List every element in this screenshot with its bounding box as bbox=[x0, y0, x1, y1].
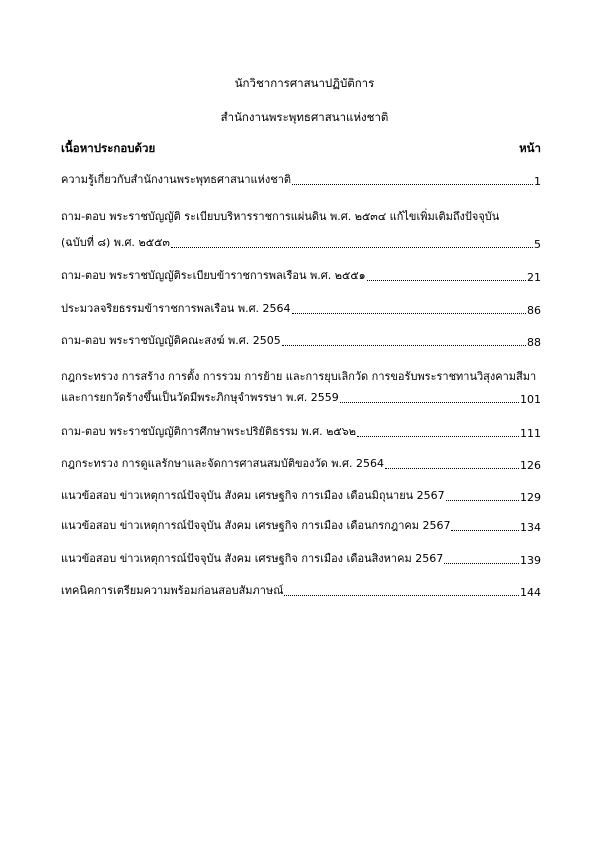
toc-entry-page: 1 bbox=[534, 175, 541, 188]
toc-entry-title: ความรู้เกี่ยวกับสำนักงานพระพุทธศาสนาแห่งชาติ bbox=[61, 173, 292, 186]
document-subtitle: สำนักงานพระพุทธศาสนาแห่งชาติ bbox=[220, 110, 389, 124]
toc-entry-title: แนวข้อสอบ ข่าวเหตุการณ์ปัจจุบัน สังคม เศรษฐกิจ การเมือง เดือนกรกฎาคม 2567 bbox=[61, 519, 451, 532]
dot-leader bbox=[451, 530, 519, 531]
toc-entry-title: ถาม-ตอบ พระราชบัญญัติการศึกษาพระปริยัติธรรม พ.ศ. ๒๕๖๒ bbox=[61, 425, 356, 438]
dot-leader bbox=[171, 247, 533, 248]
toc-entry-page: 86 bbox=[527, 304, 541, 317]
toc-entry-title: ถาม-ตอบ พระราชบัญญัติคณะสงฆ์ พ.ศ. 2505 bbox=[61, 334, 281, 347]
toc-entry bbox=[61, 172, 541, 188]
dot-leader bbox=[292, 313, 526, 314]
toc-entry bbox=[61, 518, 541, 534]
document-title: นักวิชาการศาสนาปฏิบัติการ bbox=[234, 76, 375, 90]
toc-entry-page: 129 bbox=[520, 491, 541, 504]
toc-entry bbox=[61, 390, 541, 406]
dot-leader bbox=[357, 436, 519, 437]
toc-entry-page: 101 bbox=[520, 393, 541, 406]
page-column-label: หน้า bbox=[519, 141, 541, 155]
contents-label: เนื้อหาประกอบด้วย bbox=[61, 141, 156, 155]
toc-entry-page: 5 bbox=[534, 238, 541, 251]
toc-entry-title: ถาม-ตอบ พระราชบัญญัติระเบียบข้าราชการพลเรือน พ.ศ. ๒๕๕๑ bbox=[61, 269, 366, 282]
toc-entry-title: (ฉบับที่ ๘) พ.ศ. ๒๕๕๓ bbox=[61, 236, 170, 249]
toc-entry-title-line1: กฎกระทรวง การสร้าง การตั้ง การรวม การย้าย และการยุบเลิกวัด การขอรับพระราชทานวิสุงคามสีมา bbox=[61, 370, 537, 383]
dot-leader bbox=[446, 500, 519, 501]
toc-entry-page: 88 bbox=[527, 336, 541, 349]
toc-entry-page: 21 bbox=[527, 271, 541, 284]
dot-leader bbox=[367, 280, 526, 281]
toc-entry-title: แนวข้อสอบ ข่าวเหตุการณ์ปัจจุบัน สังคม เศรษฐกิจ การเมือง เดือนสิงหาคม 2567 bbox=[61, 552, 444, 565]
toc-entry-page: 139 bbox=[520, 554, 541, 567]
dot-leader bbox=[292, 184, 533, 185]
toc-entry-page: 134 bbox=[520, 521, 541, 534]
dot-leader bbox=[340, 402, 519, 403]
toc-entry-title: และการยกวัดร้างขึ้นเป็นวัดมีพระภิกษุจำพรรษา พ.ศ. 2559 bbox=[61, 391, 339, 404]
toc-entry bbox=[61, 551, 541, 567]
toc-entry bbox=[61, 333, 541, 349]
toc-entry bbox=[61, 488, 541, 504]
toc-entry-page: 144 bbox=[520, 586, 541, 599]
toc-entry bbox=[61, 268, 541, 284]
toc-entry-title: ประมวลจริยธรรมข้าราชการพลเรือน พ.ศ. 2564 bbox=[61, 302, 291, 315]
toc-entry-title: แนวข้อสอบ ข่าวเหตุการณ์ปัจจุบัน สังคม เศรษฐกิจ การเมือง เดือนมิถุนายน 2567 bbox=[61, 489, 445, 502]
toc-entry-title-line1: ถาม-ตอบ พระราชบัญญัติ ระเบียบบริหารราชการแผ่นดิน พ.ศ. ๒๕๓๔ แก้ไขเพิ่มเติมถึงปัจจุบัน bbox=[61, 210, 500, 223]
toc-entry-title: เทคนิคการเตรียมความพร้อมก่อนสอบสัมภาษณ์ bbox=[61, 584, 284, 597]
toc-entry-page: 111 bbox=[520, 427, 541, 440]
dot-leader bbox=[385, 468, 519, 469]
toc-entry bbox=[61, 235, 541, 251]
toc-entry bbox=[61, 301, 541, 317]
toc-entry bbox=[61, 583, 541, 599]
dot-leader bbox=[284, 595, 519, 596]
toc-entry bbox=[61, 424, 541, 440]
toc-entry-page: 126 bbox=[520, 459, 541, 472]
toc-entry-title: กฎกระทรวง การดูแลรักษาและจัดการศาสนสมบัติของวัด พ.ศ. 2564 bbox=[61, 457, 385, 470]
dot-leader bbox=[444, 563, 519, 564]
toc-entry bbox=[61, 456, 541, 472]
dot-leader bbox=[282, 345, 526, 346]
